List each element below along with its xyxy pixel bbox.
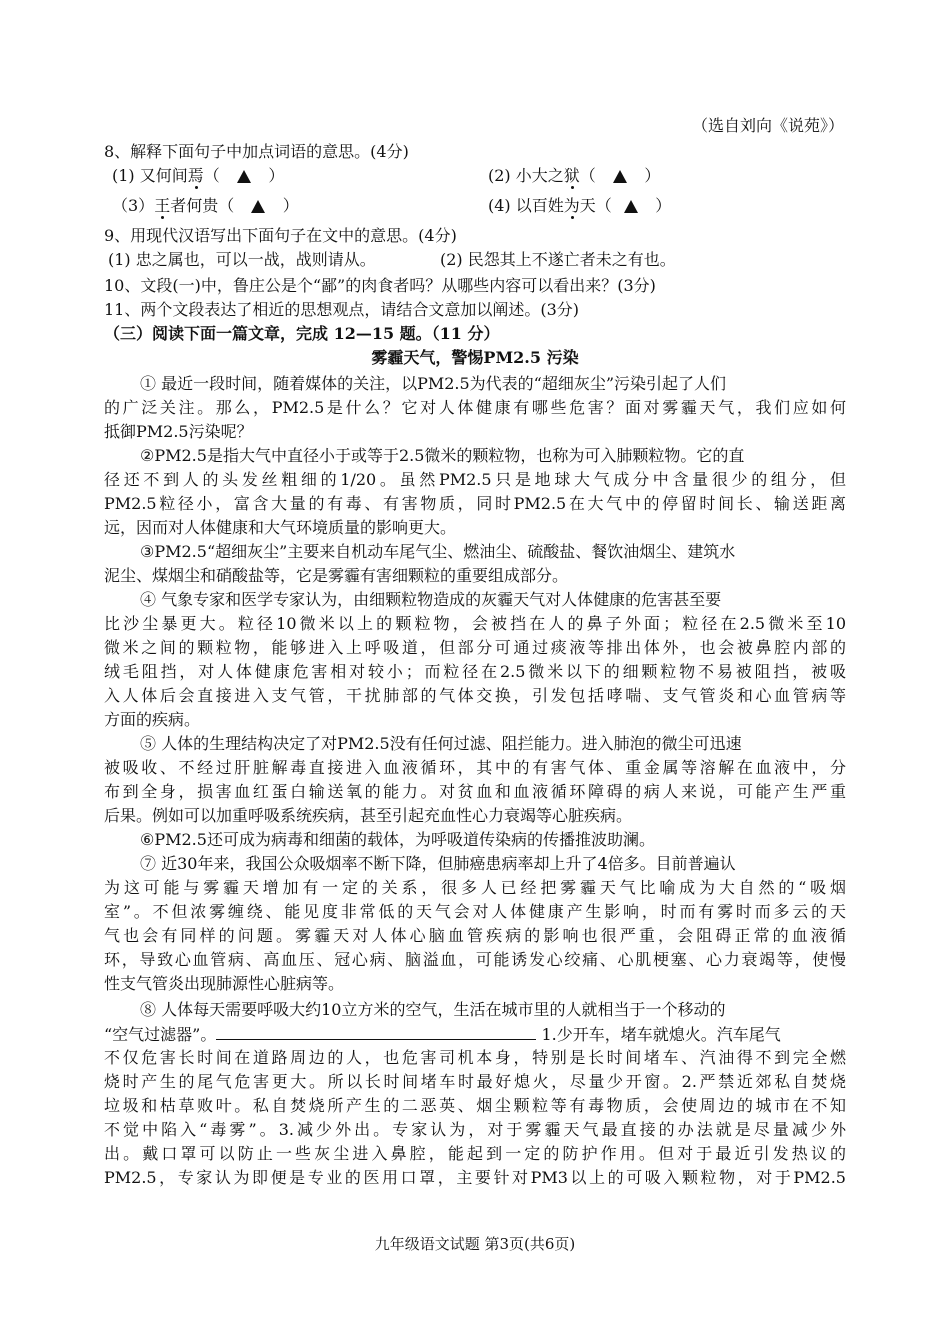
q8-item2-open: （ xyxy=(579,166,596,185)
paragraph-line: 的广泛关注。那么，PM2.5是什么？它对人体健康有哪些危害？面对雾霾天气，我们应如何 xyxy=(104,398,846,417)
paragraph-line: 环，导致心血管病、高血压、冠心病、脑溢血，可能诱发心绞痛、心肌梗塞、心力衰竭等，使慢 xyxy=(104,950,846,969)
question-9-sentence-2: (2) 民怨其上不遂亡者未之有也。 xyxy=(440,250,676,269)
article-title: 雾霾天气，警惕PM2.5 污染 xyxy=(371,348,579,367)
paragraph-line: 泥尘、煤烟尘和硝酸盐等，它是雾霾有害细颗粒的重要组成部分。 xyxy=(104,566,569,585)
paragraph-line: 入人体后会直接进入支气管，干扰肺部的气体交换，引发包括哮喘、支气管炎和心血管病等 xyxy=(104,686,846,705)
paragraph-line: 后果。例如可以加重呼吸系统疾病，甚至引起充血性心力衰竭等心脏疾病。 xyxy=(104,806,633,825)
q8-item4-open: 天（ xyxy=(579,196,612,215)
paragraph-line: 布到全身，损害血红蛋白输送氧的能力。对贫血和血液循环障碍的病人来说，可能产生严重 xyxy=(104,782,846,801)
page-footer: 九年级语文试题 第3页(共6页) xyxy=(374,1235,576,1253)
triangle-icon xyxy=(624,200,638,213)
q8-item1-text: (1) 又何间 xyxy=(112,166,188,185)
question-8-item-3 xyxy=(112,196,299,216)
q8-item4-text: (4) 以百姓 xyxy=(488,196,564,215)
paragraph-line: 绒毛阻挡，对人体健康危害相对较小；而粒径在2.5微米以下的细颗粒物不易被阻挡，被吸 xyxy=(104,662,846,681)
q8-item1-open: （ xyxy=(203,166,220,185)
triangle-icon xyxy=(251,200,265,213)
paragraph-line: 远，因而对人体健康和大气环境质量的影响更大。 xyxy=(104,518,457,537)
paragraph-line: 比沙尘暴更大。粒径10微米以上的颗粒物，会被挡在人的鼻子外面；粒径在2.5微米至10 xyxy=(104,614,846,633)
section-3-heading: （三）阅读下面一篇文章，完成 12—15 题。（11 分） xyxy=(104,324,500,343)
triangle-icon xyxy=(237,170,251,183)
question-8-item-2 xyxy=(488,166,660,186)
q8-item1-close: ） xyxy=(268,166,285,185)
question-11: 11、两个文段表达了相近的思想观点，请结合文意加以阐述。(3分) xyxy=(104,300,580,319)
paragraph-line: 被吸收、不经过肝脏解毒直接进入血液循环，其中的有害气体、重金属等溶解在血液中，分 xyxy=(104,758,846,777)
paragraph-line: 不仅危害长时间在道路周边的人，也危害司机本身，特别是长时间堵车、汽油得不到完全燃 xyxy=(104,1048,846,1067)
question-9-title: 9、用现代汉语写出下面句子在文中的意思。(4分) xyxy=(104,226,457,245)
q8-item3-open: 者何贵（ xyxy=(170,196,235,215)
paragraph-line: 室”。不但浓雾缠绕、能见度非常低的天气会对人体健康产生影响，时而有雾时而多云的天 xyxy=(104,902,846,921)
paragraph-line: ⑤ 人体的生理结构决定了对PM2.5没有任何过滤、阻拦能力。进入肺泡的微尘可迅速 xyxy=(140,734,742,753)
paragraph-line: 微米之间的颗粒物，能够进入上呼吸道，但部分可通过痰液等排出体外，也会被鼻腔内部的 xyxy=(104,638,846,657)
paragraph-line: 气也会有同样的问题。雾霾天对人体心脑血管疾病的影响也很严重，会阻碍正常的血液循 xyxy=(104,926,846,945)
paragraph-line: PM2.5，专家认为即便是专业的医用口罩，主要针对PM3以上的可吸入颗粒物，对于PM2.5 xyxy=(104,1168,846,1187)
paragraph-line: ③PM2.5“超细灰尘”主要来自机动车尾气尘、燃油尘、硫酸盐、餐饮油烟尘、建筑水 xyxy=(140,542,736,561)
triangle-icon xyxy=(613,170,627,183)
paragraph-line: 方面的疾病。 xyxy=(104,710,201,729)
source-citation: （选自刘向《说苑》） xyxy=(691,116,844,135)
fill-in-prefix: “空气过滤器”。 xyxy=(104,1025,217,1044)
q8-item3-close: ） xyxy=(282,196,299,215)
emphasis-word: 王 xyxy=(154,196,171,215)
paragraph-line: ②PM2.5是指大气中直径小于或等于2.5微米的颗粒物，也称为可入肺颗粒物。它的直 xyxy=(140,446,745,465)
fill-in-suffix: 1.少开车，堵车就熄火。汽车尾气 xyxy=(536,1025,781,1044)
question-8-title: 8、解释下面句子中加点词语的意思。(4分) xyxy=(104,142,409,161)
emphasis-word: 为 xyxy=(563,196,580,215)
paragraph-line: 径还不到人的头发丝粗细的1/20。虽然PM2.5只是地球大气成分中含量很少的组分，但 xyxy=(104,470,846,489)
emphasis-word: 焉 xyxy=(187,166,204,185)
question-9-sentence-1: (1) 忠之属也，可以一战，战则请从。 xyxy=(108,250,376,269)
paragraph-line: 性支气管炎出现肺源性心脏病等。 xyxy=(104,974,345,993)
paragraph-line: ⑦ 近30年来，我国公众吸烟率不断下降，但肺癌患病率却上升了4倍多。目前普遍认 xyxy=(140,854,736,873)
paragraph-line: 不觉中陷入“毒雾”。3.减少外出。专家认为，对于雾霾天气最直接的办法就是尽量减少外 xyxy=(104,1120,846,1139)
paragraph-line: 抵御PM2.5污染呢？ xyxy=(104,422,253,441)
paragraph-line: ⑧ 人体每天需要呼吸大约10立方米的空气，生活在城市里的人就相当于一个移动的 xyxy=(140,1000,726,1019)
emphasis-word: 狱 xyxy=(563,166,580,185)
question-8-item-1 xyxy=(112,166,284,186)
paragraph-line: ④ 气象专家和医学专家认为，由细颗粒物造成的灰霾天气对人体健康的危害甚至要 xyxy=(140,590,722,609)
q8-item2-text: (2) 小大之 xyxy=(488,166,564,185)
paragraph-line: 烧时产生的尾气危害更大。所以长时间堵车时最好熄火，尽量少开窗。2.严禁近郊私自焚烧 xyxy=(104,1072,846,1091)
fill-in-line xyxy=(104,1024,781,1045)
paragraph-line: ① 最近一段时间，随着媒体的关注，以PM2.5为代表的“超细灰尘”污染引起了人们 xyxy=(140,374,727,393)
paragraph-line: 为这可能与雾霾天增加有一定的关系，很多人已经把雾霾天气比喻成为大自然的“吸烟 xyxy=(104,878,846,897)
question-8-item-4 xyxy=(488,196,671,216)
question-10: 10、文段(一)中，鲁庄公是个“鄙”的肉食者吗？从哪些内容可以看出来？(3分) xyxy=(104,276,656,295)
paragraph-line: ⑥PM2.5还可成为病毒和细菌的载体，为呼吸道传染病的传播推波助澜。 xyxy=(140,830,655,849)
paragraph-line: PM2.5粒径小，富含大量的有毒、有害物质，同时PM2.5在大气中的停留时间长、输送距离 xyxy=(104,494,846,513)
answer-blank[interactable] xyxy=(216,1024,536,1040)
q8-item4-close: ） xyxy=(655,196,672,215)
q8-item3-text: （3） xyxy=(112,196,155,215)
q8-item2-close: ） xyxy=(644,166,661,185)
paragraph-line: 出。戴口罩可以防止一些灰尘进入鼻腔，能起到一定的防护作用。但对于最近引发热议的 xyxy=(104,1144,846,1163)
paragraph-line: 垃圾和枯草败叶。私自焚烧所产生的二恶英、烟尘颗粒等有毒物质，会使周边的城市在不知 xyxy=(104,1096,846,1115)
